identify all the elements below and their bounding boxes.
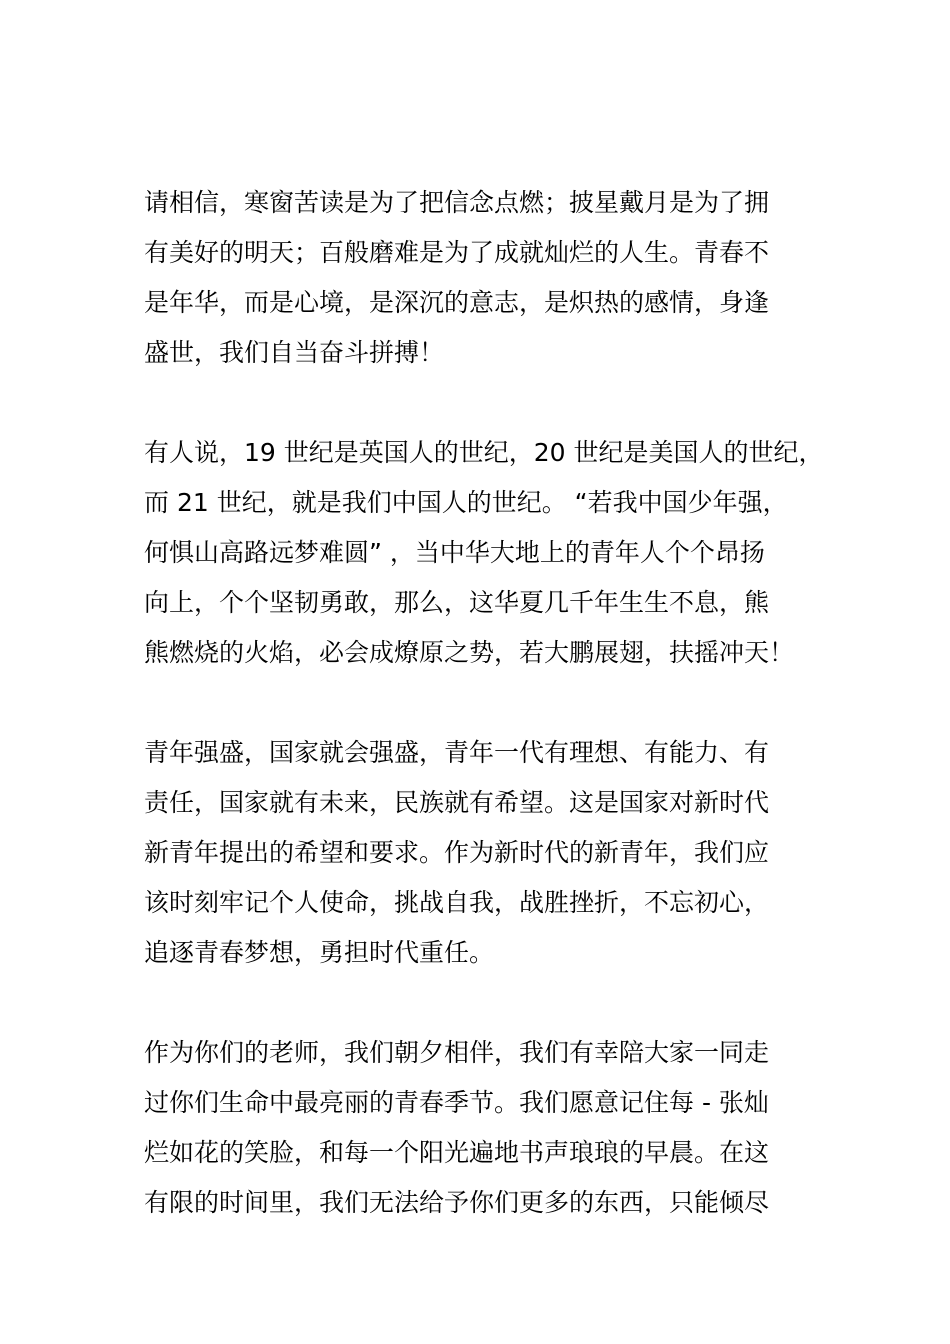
paragraph-spacer (144, 378, 834, 428)
text-line: 烂如花的笑脸，和每一个阳光遍地书声琅琅的早晨。在这 (144, 1138, 770, 1167)
text-line: 向上，个个坚韧勇敢，那么，这华夏几千年生生不息，熊 (144, 588, 770, 617)
text-line: 何惧山高路远梦难圆” ，当中华大地上的青年人个个昂扬 (144, 538, 765, 567)
paragraph-spacer (144, 678, 834, 728)
text-line: 追逐青春梦想，勇担时代重任。 (144, 938, 495, 967)
text-line: 有限的时间里，我们无法给予你们更多的东西，只能倾尽 (144, 1188, 770, 1217)
text-line: 作为你们的老师，我们朝夕相伴，我们有幸陪大家一同走 (144, 1038, 770, 1067)
text-line: 新青年提出的希望和要求。作为新时代的新青年，我们应 (144, 838, 770, 867)
document-body (144, 178, 834, 1228)
text-line: 有人说，19 世纪是英国人的世纪，20 世纪是美国人的世纪， (144, 438, 824, 467)
text-line: 是年华，而是心境，是深沉的意志，是炽热的感情，身逢 (144, 288, 770, 317)
text-line: 责任，国家就有未来，民族就有希望。这是国家对新时代 (144, 788, 770, 817)
text-line: 盛世，我们自当奋斗拼搏！ (144, 338, 445, 367)
paragraph-4 (144, 1028, 834, 1228)
text-line: 青年强盛，国家就会强盛，青年一代有理想、有能力、有 (144, 738, 770, 767)
paragraph-3 (144, 728, 834, 978)
paragraph-2 (144, 428, 834, 678)
text-line: 熊燃烧的火焰，必会成燎原之势，若大鹏展翅，扶摇冲天！ (144, 638, 795, 667)
text-line: 请相信，寒窗苦读是为了把信念点燃；披星戴月是为了拥 (144, 188, 770, 217)
text-line: 过你们生命中最亮丽的青春季节。我们愿意记住每 - 张灿 (144, 1088, 769, 1117)
paragraph-spacer (144, 978, 834, 1028)
paragraph-1 (144, 178, 834, 378)
text-line: 而 21 世纪，就是我们中国人的世纪。 “若我中国少年强， (144, 488, 788, 517)
text-line: 该时刻牢记个人使命，挑战自我，战胜挫折，不忘初心， (144, 888, 770, 917)
text-line: 有美好的明天；百般磨难是为了成就灿烂的人生。青春不 (144, 238, 770, 267)
